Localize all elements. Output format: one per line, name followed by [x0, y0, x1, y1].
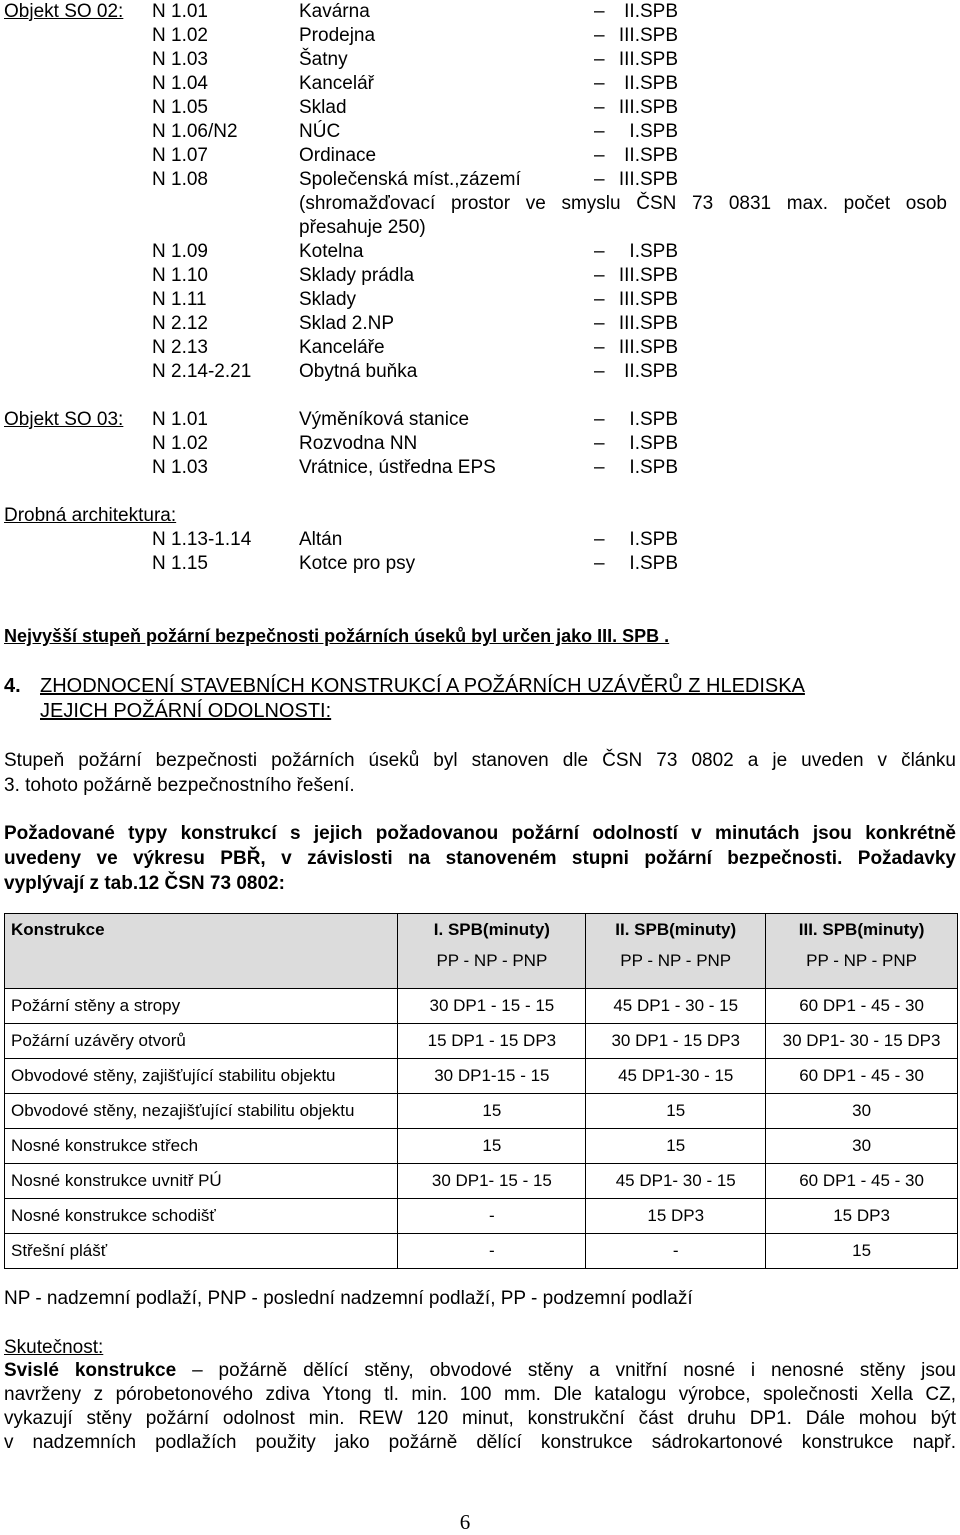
paragraph-1-line1: Stupeň požární bezpečnosti požárních úseků byl stanoven dle ČSN 73 0802 a je uveden v článku — [4, 750, 956, 771]
skutecnost-line2: navrženy z pórobetonového zdiva Ytong tl. min. 100 mm. Dle katalogu výrobce, společnosti Xella CZ, — [4, 1384, 956, 1405]
so02-row-dash: – — [594, 313, 605, 334]
section-number: 4. — [4, 675, 21, 697]
spb-value: 15 DP3 — [766, 1199, 958, 1234]
so02-row-code: N 2.13 — [152, 337, 208, 358]
spb-value: 30 DP1 - 15 - 15 — [398, 989, 586, 1024]
spb-value: 30 — [766, 1094, 958, 1129]
so02-row-code: N 1.04 — [152, 73, 208, 94]
small-architecture-row-code: N 1.13-1.14 — [152, 529, 252, 550]
spb-value: 15 — [398, 1094, 586, 1129]
spb-value: 15 — [766, 1234, 958, 1269]
table-header-row — [5, 914, 958, 989]
spb-value: 60 DP1 - 45 - 30 — [766, 989, 958, 1024]
so03-row-code: N 1.01 — [152, 409, 208, 430]
small-architecture-row-spb: I.SPB — [629, 529, 678, 550]
skutecnost-heading: Skutečnost: — [4, 1337, 104, 1358]
so02-row-dash: – — [594, 121, 605, 142]
so02-row-code: N 1.06/N2 — [152, 121, 238, 142]
paragraph-2-line1: Požadované typy konstrukcí s jejich požadovanou požární odolností v minutách jsou konkrétně — [4, 823, 956, 844]
so02-row-name: Společenská míst.,zázemí — [299, 169, 521, 190]
spb-value: 30 DP1 - 15 DP3 — [586, 1024, 766, 1059]
so02-row-spb: III.SPB — [618, 265, 678, 286]
so02-row-dash: – — [594, 73, 605, 94]
spb-value: 30 DP1- 15 - 15 — [398, 1164, 586, 1199]
legend-abbreviations: NP - nadzemní podlaží, PNP - poslední nadzemní podlaží, PP - podzemní podlaží — [4, 1288, 693, 1309]
summary-statement: Nejvyšší stupeň požární bezpečnosti požárních úseků byl určen jako III. SPB . — [4, 626, 670, 646]
paragraph-1-line2: 3. tohoto požárně bezpečnostního řešení. — [4, 775, 355, 796]
so02-note-line2: přesahuje 250) — [299, 217, 426, 238]
so02-row-name: Kanceláře — [299, 337, 385, 358]
spb-value: 15 — [586, 1129, 766, 1164]
spb-value: 15 DP3 — [586, 1199, 766, 1234]
spb-value: 60 DP1 - 45 - 30 — [766, 1059, 958, 1094]
so02-row-dash: – — [594, 289, 605, 310]
so03-row-name: Vrátnice, ústředna EPS — [299, 457, 496, 478]
spb-value: - — [398, 1234, 586, 1269]
spb-value: 15 — [398, 1129, 586, 1164]
paragraph-2-line3: vyplývají z tab.12 ČSN 73 0802: — [4, 873, 285, 894]
so02-row-code: N 2.14-2.21 — [152, 361, 252, 382]
so02-row-spb: III.SPB — [618, 289, 678, 310]
so02-row-name: Kavárna — [299, 1, 370, 22]
so03-row-name: Výměníková stanice — [299, 409, 470, 430]
so03-row-name: Rozvodna NN — [299, 433, 418, 454]
skutecnost-line3: vykazují stěny požární odolnost min. REW 120 minut, konstrukční část druhu DP1. Dále mohou být — [4, 1408, 956, 1429]
so02-row-dash: – — [594, 169, 605, 190]
so02-row-code: N 1.10 — [152, 265, 208, 286]
small-architecture-row-name: Altán — [299, 529, 343, 550]
paragraph-2-line2: uvedeny ve výkresu PBŘ, v závislosti na stanoveném stupni požární bezpečnosti. Požadavky — [4, 848, 956, 869]
header-construction: Konstrukce — [5, 914, 398, 989]
so02-row-name: Šatny — [299, 49, 348, 70]
so03-row-dash: – — [594, 457, 605, 478]
spb-value: 30 — [766, 1129, 958, 1164]
so03-row-spb: I.SPB — [629, 409, 678, 430]
so02-row-code: N 1.05 — [152, 97, 208, 118]
small-architecture-label: Drobná architektura: — [4, 505, 177, 526]
so02-row-dash: – — [594, 337, 605, 358]
page-number: 6 — [459, 1510, 471, 1534]
so02-row-name: Sklad — [299, 97, 347, 118]
construction-name: Obvodové stěny, nezajišťující stabilitu objektu — [5, 1094, 398, 1129]
so02-row-dash: – — [594, 49, 605, 70]
so02-row-spb: III.SPB — [618, 49, 678, 70]
spb-value: 60 DP1 - 45 - 30 — [766, 1164, 958, 1199]
table-row — [5, 989, 958, 1024]
spb-value: 45 DP1-30 - 15 — [586, 1059, 766, 1094]
so02-row-dash: – — [594, 145, 605, 166]
table-row — [5, 1129, 958, 1164]
so02-row-spb: III.SPB — [618, 337, 678, 358]
so03-label: Objekt SO 03: — [4, 409, 124, 430]
so03-row-spb: I.SPB — [629, 433, 678, 454]
construction-name: Nosné konstrukce střech — [5, 1129, 398, 1164]
table-row — [5, 1059, 958, 1094]
so02-row-name: Kancelář — [299, 73, 374, 94]
so02-row-dash: – — [594, 361, 605, 382]
so02-row-name: Sklad 2.NP — [299, 313, 395, 334]
small-architecture-row-spb: I.SPB — [629, 553, 678, 574]
construction-name: Nosné konstrukce uvnitř PÚ — [5, 1164, 398, 1199]
header-spb3: III. SPB(minuty) PP - NP - PNP — [766, 914, 958, 989]
so02-row-spb: II.SPB — [624, 73, 678, 94]
construction-name: Požární stěny a stropy — [5, 989, 398, 1024]
so02-row-spb: III.SPB — [618, 97, 678, 118]
so02-row-spb: I.SPB — [629, 121, 678, 142]
spb-value: - — [586, 1234, 766, 1269]
so02-row-dash: – — [594, 241, 605, 262]
so03-row-dash: – — [594, 433, 605, 454]
so03-row-spb: I.SPB — [629, 457, 678, 478]
section-title-line2: JEJICH POŽÁRNÍ ODOLNOSTI: — [40, 700, 332, 722]
so02-row-spb: II.SPB — [624, 361, 678, 382]
construction-name: Střešní plášť — [5, 1234, 398, 1269]
fire-resistance-table — [4, 913, 958, 1269]
so02-row-dash: – — [594, 25, 605, 46]
so02-row-name: NÚC — [299, 121, 341, 142]
spb-value: 45 DP1- 30 - 15 — [586, 1164, 766, 1199]
small-architecture-row-dash: – — [594, 529, 605, 550]
spb-value: 45 DP1 - 30 - 15 — [586, 989, 766, 1024]
so02-row-code: N 1.02 — [152, 25, 208, 46]
spb-value: - — [398, 1199, 586, 1234]
skutecnost-line1: Svislé konstrukce – požárně dělící stěny, obvodové stěny a vnitřní nosné i nenosné stěny jsou — [4, 1360, 956, 1381]
so02-row-name: Obytná buňka — [299, 361, 418, 382]
so03-row-dash: – — [594, 409, 605, 430]
so02-row-code: N 1.07 — [152, 145, 208, 166]
so02-row-code: N 1.09 — [152, 241, 208, 262]
table-row — [5, 1024, 958, 1059]
so02-row-name: Ordinace — [299, 145, 377, 166]
so02-row-spb: III.SPB — [618, 313, 678, 334]
small-architecture-row-code: N 1.15 — [152, 553, 208, 574]
table-row — [5, 1164, 958, 1199]
so03-row-code: N 1.02 — [152, 433, 208, 454]
so02-row-spb: III.SPB — [618, 169, 678, 190]
so02-row-spb: III.SPB — [618, 25, 678, 46]
so02-row-dash: – — [594, 1, 605, 22]
so02-row-name: Kotelna — [299, 241, 364, 262]
table-row — [5, 1234, 958, 1269]
so02-row-code: N 1.03 — [152, 49, 208, 70]
so02-row-dash: – — [594, 265, 605, 286]
spb-value: 30 DP1-15 - 15 — [398, 1059, 586, 1094]
so02-row-dash: – — [594, 97, 605, 118]
construction-name: Požární uzávěry otvorů — [5, 1024, 398, 1059]
so02-row-spb: II.SPB — [624, 1, 678, 22]
so02-note-line1: (shromažďovací prostor ve smyslu ČSN 73 0831 max. počet osob — [299, 193, 947, 214]
so03-row-code: N 1.03 — [152, 457, 208, 478]
construction-name: Obvodové stěny, zajišťující stabilitu objektu — [5, 1059, 398, 1094]
header-spb2: II. SPB(minuty) PP - NP - PNP — [586, 914, 766, 989]
spb-value: 30 DP1- 30 - 15 DP3 — [766, 1024, 958, 1059]
so02-row-spb: II.SPB — [624, 145, 678, 166]
so02-row-code: N 1.01 — [152, 1, 208, 22]
skutecnost-line4: v nadzemních podlažích použity jako požárně dělící konstrukce sádrokartonové konstrukce např. — [4, 1432, 956, 1453]
so02-row-spb: I.SPB — [629, 241, 678, 262]
spb-value: 15 — [586, 1094, 766, 1129]
table-row — [5, 1094, 958, 1129]
so02-row-name: Prodejna — [299, 25, 376, 46]
so02-row-code: N 2.12 — [152, 313, 208, 334]
header-spb1: I. SPB(minuty) PP - NP - PNP — [398, 914, 586, 989]
small-architecture-row-name: Kotce pro psy — [299, 553, 416, 574]
table-row — [5, 1199, 958, 1234]
section-title-line1: ZHODNOCENÍ STAVEBNÍCH KONSTRUKCÍ A POŽÁRNÍCH UZÁVĚRŮ Z HLEDISKA — [40, 675, 805, 697]
so02-row-code: N 1.11 — [152, 289, 207, 310]
spb-value: 15 DP1 - 15 DP3 — [398, 1024, 586, 1059]
construction-name: Nosné konstrukce schodišť — [5, 1199, 398, 1234]
so02-label: Objekt SO 02: — [4, 1, 124, 22]
so02-row-name: Sklady prádla — [299, 265, 415, 286]
small-architecture-row-dash: – — [594, 553, 605, 574]
so02-row-name: Sklady — [299, 289, 357, 310]
so02-row-code: N 1.08 — [152, 169, 208, 190]
